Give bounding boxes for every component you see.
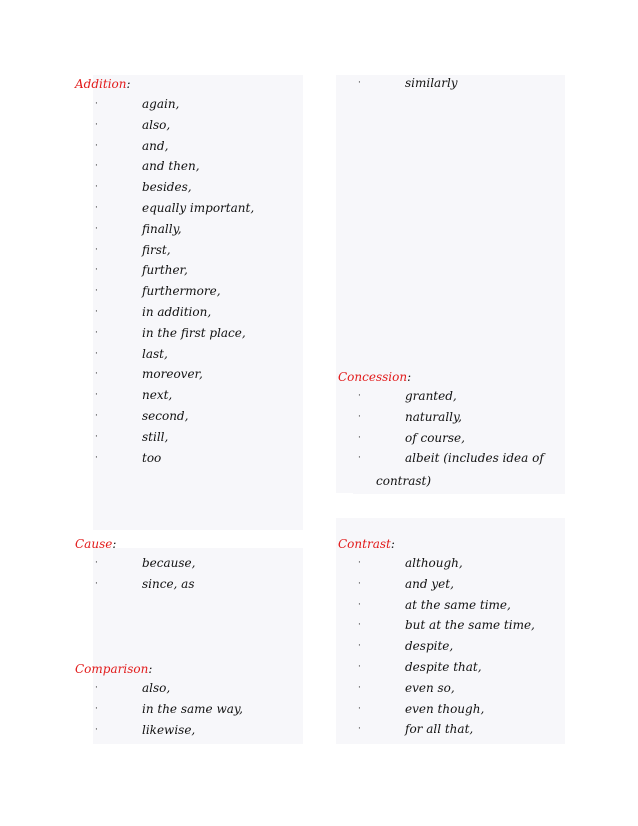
bullet-icon: · <box>358 599 361 610</box>
bullet-icon: · <box>95 119 98 130</box>
item-text: and yet, <box>405 576 454 591</box>
bullet-icon: · <box>95 182 98 193</box>
bullet-icon: · <box>358 662 361 672</box>
item-text: moreover, <box>142 367 203 382</box>
contrast-heading: Contrast: <box>338 537 395 551</box>
bullet-icon: · <box>358 641 361 652</box>
item-text: despite that, <box>405 660 482 674</box>
item-text: equally important, <box>142 201 255 215</box>
item-text: also, <box>142 117 171 132</box>
item-text: last, <box>142 346 168 361</box>
addition-heading: Addition: <box>75 77 131 91</box>
bullet-icon: · <box>95 140 98 151</box>
item-text: in the same way, <box>142 701 243 716</box>
bullet-icon: · <box>358 558 361 568</box>
item-text: at the same time, <box>405 597 511 612</box>
item-text: similarly <box>405 76 458 90</box>
concession-heading: Concession: <box>338 370 412 384</box>
bullet-icon: · <box>95 265 98 276</box>
concession-continuation: contrast) <box>376 474 432 488</box>
bullet-icon: · <box>358 620 361 631</box>
bullet-icon: · <box>358 578 361 589</box>
bullet-icon: · <box>95 390 98 401</box>
item-text: because, <box>142 556 196 570</box>
bullet-icon: · <box>358 682 361 693</box>
item-text: first, <box>142 242 171 257</box>
cause-heading: Cause: <box>75 537 117 551</box>
bullet-icon: · <box>95 348 98 359</box>
bullet-icon: · <box>358 432 361 443</box>
bullet-icon: · <box>358 78 361 88</box>
item-text: furthermore, <box>142 284 221 299</box>
item-text: but at the same time, <box>405 618 535 633</box>
item-text: and then, <box>142 159 200 174</box>
bullet-icon: · <box>95 703 98 714</box>
item-text: of course, <box>405 430 465 445</box>
bullet-icon: · <box>358 411 361 422</box>
item-text: besides, <box>142 180 192 195</box>
item-text: in the first place, <box>142 325 246 340</box>
bullet-icon: · <box>358 703 361 714</box>
bullet-icon: · <box>95 327 98 338</box>
item-text: too <box>142 450 162 465</box>
bullet-icon: · <box>95 203 98 213</box>
bullet-icon: · <box>95 431 98 442</box>
bullet-icon: · <box>358 391 361 401</box>
item-text: albeit (includes idea of <box>405 451 544 466</box>
item-text: likewise, <box>142 722 196 737</box>
item-text: again, <box>142 97 180 111</box>
bullet-icon: · <box>95 578 98 589</box>
item-text: although, <box>405 556 463 570</box>
item-text: since, as <box>142 576 195 591</box>
bullet-icon: · <box>95 369 98 380</box>
item-text: still, <box>142 429 169 444</box>
bullet-icon: · <box>95 99 98 109</box>
item-text: granted, <box>405 389 457 403</box>
item-text: next, <box>142 388 173 403</box>
bullet-icon: · <box>358 724 361 735</box>
bullet-icon: · <box>358 453 361 464</box>
item-text: second, <box>142 409 189 423</box>
item-text: naturally, <box>405 409 462 424</box>
bullet-icon: · <box>95 411 98 421</box>
bullet-icon: · <box>95 683 98 693</box>
item-text: further, <box>142 263 188 278</box>
item-text: despite, <box>405 639 454 654</box>
bullet-icon: · <box>95 286 98 297</box>
item-text: in addition, <box>142 305 212 319</box>
item-text: for all that, <box>405 722 474 737</box>
item-text: even so, <box>405 680 455 695</box>
item-text: finally, <box>142 221 182 236</box>
bullet-icon: · <box>95 161 98 172</box>
bullet-icon: · <box>95 724 98 735</box>
comparison-heading: Comparison: <box>75 662 153 676</box>
item-text: and, <box>142 138 169 153</box>
item-text: even though, <box>405 701 485 716</box>
bullet-icon: · <box>95 307 98 317</box>
bullet-icon: · <box>95 452 98 463</box>
bullet-icon: · <box>95 558 98 568</box>
bullet-icon: · <box>95 244 98 255</box>
item-text: also, <box>142 681 171 695</box>
bullet-icon: · <box>95 223 98 234</box>
